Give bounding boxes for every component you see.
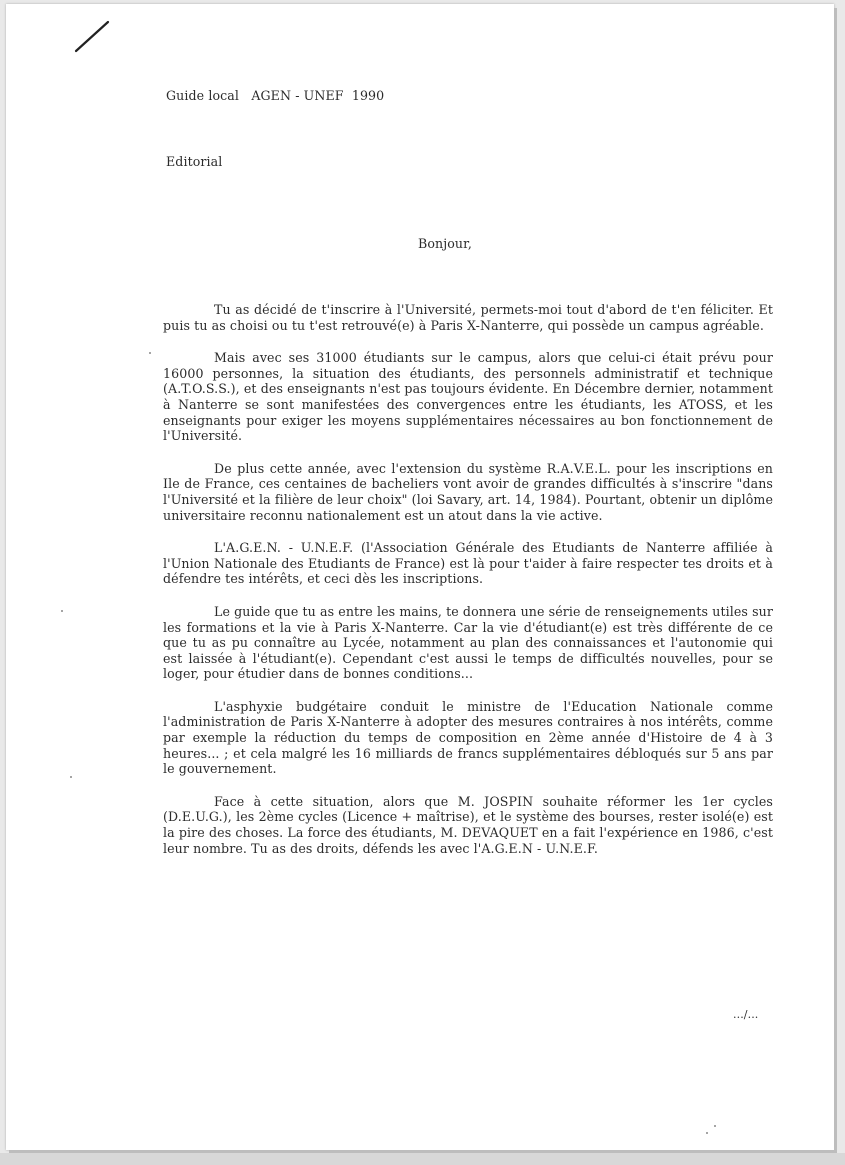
continuation-mark: .../...	[733, 1008, 759, 1021]
paper-speck	[149, 352, 151, 354]
paragraph-6: L'asphyxie budgétaire conduit le ministre de l'Education Nationale comme l'administration de Paris X-Nanterre à adopter des mesures contraires à nos intérêts, comme par exemple la réduction du temps de composition en 2ème année d'Histoire de 4 à 3 heures... ; et cela malgré les 16 milliards de francs supplémentaires débloqués sur 5 ans par le gouvernement.	[163, 698, 773, 777]
paper-speck	[70, 776, 72, 778]
paragraph-2: Mais avec ses 31000 étudiants sur le campus, alors que celui-ci était prévu pour 16000 personnes, la situation des étudiants, des personnels administratif et technique (A.T.O.S.S.), et des enseignants n'est pas toujours évidente. En Décembre dernier, notamment à Nanterre se sont manifestées des convergences entre les étudiants, les ATOSS, et les enseignants pour exiger les moyens supplémentaires nécessaires au bon fonctionnement de l'Université.	[163, 350, 773, 444]
paper-speck	[706, 1132, 708, 1134]
paragraph-3: De plus cette année, avec l'extension du système R.A.V.E.L. pour les inscriptions en Ile de France, ces centaines de bacheliers vont avoir de grandes difficultés à s'inscrire "dans l'Université et la filière de leur choix" (loi Savary, art. 14, 1984). Pourtant, obtenir un diplôme universitaire reconnu nationalement est un atout dans la vie active.	[163, 460, 773, 523]
editorial-body	[163, 302, 773, 873]
document-page	[6, 4, 834, 1150]
scanner-edge	[0, 1153, 845, 1165]
paper-speck	[61, 610, 63, 612]
paper-speck	[714, 1125, 716, 1127]
paragraph-7: Face à cette situation, alors que M. JOSPIN souhaite réformer les 1er cycles (D.E.U.G.), les 2ème cycles (Licence + maîtrise), et le système des bourses, rester isolé(e) est la pire des choses. La force des étudiants, M. DEVAQUET en a fait l'expérience en 1986, c'est leur nombre. Tu as des droits, défends les avec l'A.G.E.N - U.N.E.F.	[163, 793, 773, 856]
paragraph-4: L'A.G.E.N. - U.N.E.F. (l'Association Générale des Etudiants de Nanterre affiliée à l'Union Nationale des Etudiants de France) est là pour t'aider à faire respecter tes droits et à défendre tes intérêts, et ceci dès les inscriptions.	[163, 540, 773, 587]
document-header: Guide local AGEN - UNEF 1990	[166, 88, 385, 103]
paragraph-1: Tu as décidé de t'inscrire à l'Université, permets-moi tout d'abord de t'en féliciter. Et puis tu as choisi ou tu t'est retrouvé(e) à Paris X-Nanterre, qui possède un campus agréable.	[163, 302, 773, 333]
greeting: Bonjour,	[418, 236, 472, 251]
paragraph-5: Le guide que tu as entre les mains, te donnera une série de renseignements utiles sur les formations et la vie à Paris X-Nanterre. Car la vie d'étudiant(e) est très différente de ce que tu as pu connaître au Lycée, notamment au plan des connaissances et l'autonomie qui est laissée à l'étudiant(e). Cependant c'est aussi le temps de difficultés nouvelles, pour se loger, pour étudier dans de bonnes conditions...	[163, 603, 773, 682]
pen-stroke-icon	[72, 20, 112, 54]
section-title: Editorial	[166, 154, 223, 169]
